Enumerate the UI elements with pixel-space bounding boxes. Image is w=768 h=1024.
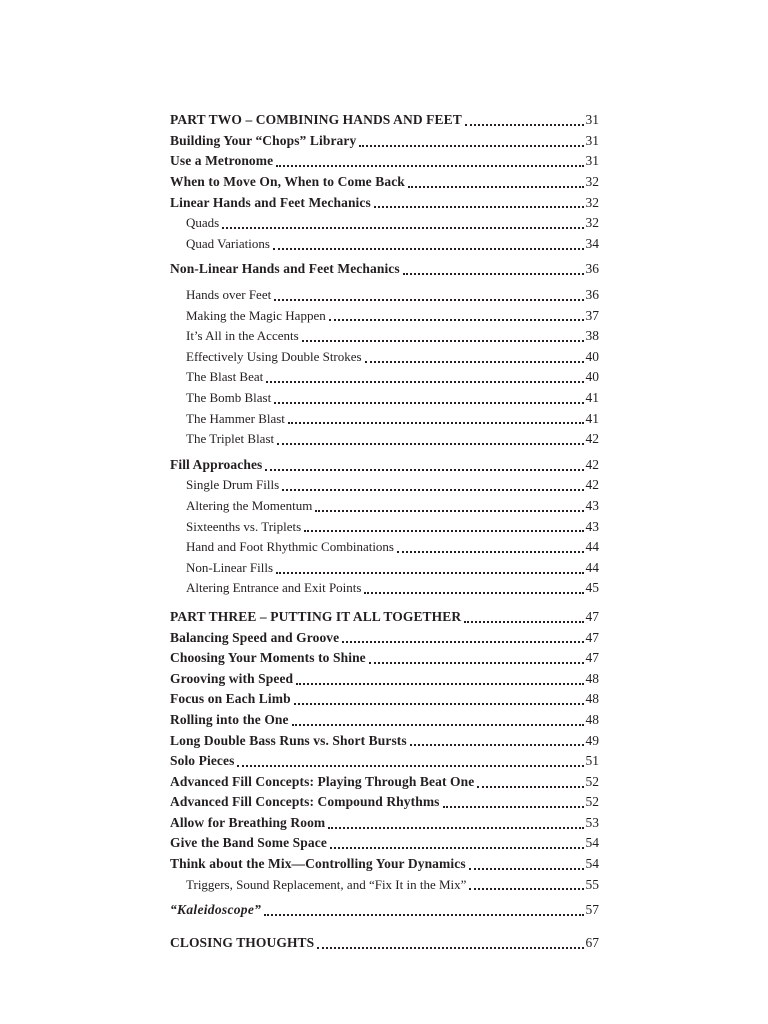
- toc-entry-label: Rolling into the One: [170, 711, 289, 727]
- toc-entry-label: It’s All in the Accents: [186, 328, 299, 344]
- dot-leader: [369, 662, 584, 664]
- dot-leader: [264, 914, 583, 916]
- toc-entry: [170, 537, 599, 558]
- toc-entry-label: “Kaleidoscope”: [170, 902, 262, 918]
- toc-entry-page: 32: [585, 194, 599, 210]
- toc-entry-page: 54: [585, 835, 599, 851]
- toc-entry: [170, 172, 599, 193]
- toc-entry-page: 40: [585, 369, 599, 385]
- dot-leader: [397, 551, 584, 553]
- toc-entry-label: Solo Pieces: [170, 753, 235, 769]
- toc-entry: [170, 367, 599, 388]
- toc-entry-page: 48: [585, 691, 599, 707]
- toc-entry: [170, 192, 599, 213]
- toc-entry-page: 41: [585, 390, 599, 406]
- toc-entry: [170, 429, 599, 450]
- toc-entry-page: 54: [585, 856, 599, 872]
- dot-leader: [365, 361, 584, 363]
- toc-list: [170, 110, 599, 953]
- toc-entry-label: Quads: [186, 215, 220, 231]
- toc-entry-label: Think about the Mix—Controlling Your Dynamics: [170, 856, 466, 872]
- dot-leader: [477, 786, 583, 788]
- toc-entry-label: PART TWO – COMBINING HANDS AND FEET: [170, 112, 462, 128]
- toc-entry-label: Allow for Breathing Room: [170, 814, 326, 830]
- toc-entry-label: Quad Variations: [186, 235, 270, 251]
- toc-entry: [170, 557, 599, 578]
- toc-entry: [170, 516, 599, 537]
- toc-entry-page: 43: [585, 497, 599, 513]
- dot-leader: [276, 572, 583, 574]
- dot-leader: [274, 402, 583, 404]
- toc-entry-page: 57: [585, 902, 599, 918]
- toc-entry-page: 38: [585, 328, 599, 344]
- toc-entry-label: Hands over Feet: [186, 287, 272, 303]
- toc-entry: [170, 833, 599, 854]
- toc-entry: [170, 408, 599, 429]
- dot-leader: [274, 299, 583, 301]
- toc-entry-label: Fill Approaches: [170, 456, 263, 472]
- toc-entry-page: 53: [585, 814, 599, 830]
- dot-leader: [304, 530, 583, 532]
- toc-entry: [170, 792, 599, 813]
- toc-entry-label: Choosing Your Moments to Shine: [170, 650, 366, 666]
- dot-leader: [329, 319, 584, 321]
- toc-entry-page: 49: [585, 732, 599, 748]
- dot-leader: [443, 806, 584, 808]
- toc-entry-page: 43: [585, 518, 599, 534]
- toc-entry-page: 48: [585, 670, 599, 686]
- toc-entry-page: 51: [585, 753, 599, 769]
- toc-entry-label: Effectively Using Double Strokes: [186, 348, 362, 364]
- toc-entry-page: 47: [585, 629, 599, 645]
- dot-leader: [465, 124, 584, 126]
- toc-entry: [170, 347, 599, 368]
- toc-entry-label: Grooving with Speed: [170, 670, 294, 686]
- dot-leader: [408, 186, 584, 188]
- toc-entry: [170, 578, 599, 599]
- toc-entry: [170, 710, 599, 731]
- toc-entry-label: When to Move On, When to Come Back: [170, 174, 405, 190]
- dot-leader: [342, 641, 583, 643]
- toc-entry-label: Linear Hands and Feet Mechanics: [170, 194, 371, 210]
- toc-entry: [170, 627, 599, 648]
- dot-leader: [294, 703, 584, 705]
- dot-leader: [469, 888, 583, 890]
- toc-entry-label: The Blast Beat: [186, 369, 264, 385]
- dot-leader: [288, 422, 584, 424]
- dot-leader: [276, 165, 583, 167]
- toc-entry: [170, 259, 599, 280]
- toc-entry-page: 32: [585, 215, 599, 231]
- toc-entry-page: 34: [585, 235, 599, 251]
- toc-entry-label: Advanced Fill Concepts: Playing Through Beat One: [170, 773, 475, 789]
- toc-entry: [170, 326, 599, 347]
- toc-entry-page: 47: [585, 650, 599, 666]
- toc-entry-label: PART THREE – PUTTING IT ALL TOGETHER: [170, 608, 462, 624]
- toc-entry-label: Balancing Speed and Groove: [170, 629, 340, 645]
- toc-entry: [170, 730, 599, 751]
- toc-entry: [170, 110, 599, 131]
- toc-entry-page: 55: [585, 876, 599, 892]
- toc-entry-page: 44: [585, 539, 599, 555]
- toc-entry: [170, 874, 599, 895]
- toc-entry: [170, 285, 599, 306]
- toc-entry: [170, 854, 599, 875]
- dot-leader: [359, 145, 583, 147]
- dot-leader: [282, 489, 583, 491]
- toc-entry-label: Give the Band Some Space: [170, 835, 327, 851]
- dot-leader: [315, 510, 583, 512]
- dot-leader: [266, 381, 583, 383]
- toc-entry-label: Building Your “Chops” Library: [170, 132, 357, 148]
- toc-entry-page: 45: [585, 580, 599, 596]
- toc-entry-page: 52: [585, 773, 599, 789]
- toc-entry: [170, 388, 599, 409]
- toc-entry-label: Making the Magic Happen: [186, 307, 326, 323]
- toc-entry: [170, 751, 599, 772]
- toc-entry-page: 42: [585, 456, 599, 472]
- dot-leader: [410, 744, 584, 746]
- dot-leader: [273, 248, 584, 250]
- dot-leader: [237, 765, 583, 767]
- toc-entry-page: 31: [585, 132, 599, 148]
- toc-entry-label: Non-Linear Fills: [186, 559, 274, 575]
- toc-entry: [170, 607, 599, 628]
- toc-entry: [170, 305, 599, 326]
- dot-leader: [330, 847, 584, 849]
- toc-entry: [170, 900, 599, 921]
- toc-entry: [170, 151, 599, 172]
- dot-leader: [469, 868, 584, 870]
- toc-entry-page: 44: [585, 559, 599, 575]
- toc-entry-page: 37: [585, 307, 599, 323]
- dot-leader: [364, 592, 583, 594]
- toc-entry-label: The Hammer Blast: [186, 410, 285, 426]
- dot-leader: [265, 469, 583, 471]
- toc-entry-label: Focus on Each Limb: [170, 691, 291, 707]
- toc-entry-page: 41: [585, 410, 599, 426]
- dot-leader: [302, 340, 584, 342]
- dot-leader: [296, 683, 583, 685]
- toc-entry-label: Long Double Bass Runs vs. Short Bursts: [170, 732, 407, 748]
- toc-entry-page: 52: [585, 794, 599, 810]
- dot-leader: [403, 273, 584, 275]
- toc-entry-page: 48: [585, 711, 599, 727]
- toc-entry: [170, 933, 599, 954]
- toc-entry: [170, 213, 599, 234]
- toc-entry-page: 40: [585, 348, 599, 364]
- toc-entry-page: 67: [585, 934, 599, 950]
- toc-entry: [170, 648, 599, 669]
- dot-leader: [328, 827, 583, 829]
- toc-entry-label: Triggers, Sound Replacement, and “Fix It in the Mix”: [186, 876, 467, 892]
- toc-entry: [170, 689, 599, 710]
- toc-entry-page: 36: [585, 261, 599, 277]
- toc-entry: [170, 234, 599, 255]
- toc-entry-page: 32: [585, 174, 599, 190]
- toc-entry-label: Single Drum Fills: [186, 477, 280, 493]
- toc-entry-page: 42: [585, 431, 599, 447]
- toc-entry: [170, 813, 599, 834]
- toc-entry-page: 42: [585, 477, 599, 493]
- toc-entry: [170, 771, 599, 792]
- toc-entry-page: 47: [585, 608, 599, 624]
- dot-leader: [317, 947, 583, 949]
- dot-leader: [277, 443, 583, 445]
- toc-entry: [170, 131, 599, 152]
- toc-entry: [170, 455, 599, 476]
- toc-entry-label: CLOSING THOUGHTS: [170, 934, 315, 950]
- toc-entry-label: The Bomb Blast: [186, 390, 272, 406]
- toc-entry-page: 31: [585, 153, 599, 169]
- toc-entry-page: 36: [585, 287, 599, 303]
- toc-entry-label: Altering Entrance and Exit Points: [186, 580, 362, 596]
- dot-leader: [374, 206, 584, 208]
- toc-entry-label: The Triplet Blast: [186, 431, 275, 447]
- toc-entry-label: Hand and Foot Rhythmic Combinations: [186, 539, 394, 555]
- toc-entry-page: 31: [585, 112, 599, 128]
- toc-entry: [170, 668, 599, 689]
- toc-entry-label: Use a Metronome: [170, 153, 274, 169]
- toc-entry-label: Advanced Fill Concepts: Compound Rhythms: [170, 794, 440, 810]
- dot-leader: [292, 724, 584, 726]
- toc-entry-label: Non-Linear Hands and Feet Mechanics: [170, 261, 400, 277]
- toc-entry: [170, 475, 599, 496]
- dot-leader: [222, 227, 583, 229]
- toc-entry-label: Sixteenths vs. Triplets: [186, 518, 302, 534]
- toc-entry-label: Altering the Momentum: [186, 497, 313, 513]
- dot-leader: [464, 621, 583, 623]
- toc-entry: [170, 496, 599, 517]
